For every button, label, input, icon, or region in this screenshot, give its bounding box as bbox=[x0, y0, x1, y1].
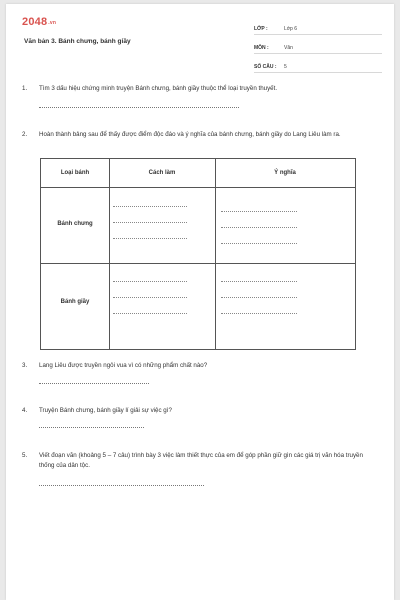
question-number: 4. bbox=[22, 407, 28, 414]
question-number: 2. bbox=[22, 131, 28, 138]
table-header-meaning: Ý nghĩa bbox=[274, 170, 296, 176]
meta-value: Văn bbox=[284, 45, 293, 51]
question-text: Hoàn thành bảng sau để thấy được điểm độc đáo và ý nghĩa của bánh chưng, bánh giầy do Lang Liêu làm ra. bbox=[39, 131, 341, 138]
question-text: Truyện Bánh chưng, bánh giầy lí giải sự việc gì? bbox=[39, 407, 172, 414]
worksheet-page bbox=[6, 4, 394, 600]
document-title: Văn bản 3. Bánh chưng, bánh giầy bbox=[24, 38, 131, 45]
logo-suffix: .vn bbox=[48, 20, 57, 26]
table-header-type: Loại bánh bbox=[60, 170, 90, 176]
table-row-label: Bánh giầy bbox=[60, 299, 90, 305]
table-divider bbox=[41, 187, 355, 188]
table-answer-line[interactable] bbox=[221, 281, 297, 282]
logo-main: 2048 bbox=[22, 16, 48, 28]
table-answer-line[interactable] bbox=[113, 281, 187, 282]
answer-line[interactable] bbox=[39, 383, 149, 384]
table-answer-line[interactable] bbox=[221, 211, 297, 212]
question-text: Lang Liêu được truyền ngôi vua vì có những phẩm chất nào? bbox=[39, 362, 208, 369]
table-row-label: Bánh chưng bbox=[57, 221, 93, 227]
answer-line[interactable] bbox=[39, 427, 144, 428]
table-answer-line[interactable] bbox=[221, 297, 297, 298]
site-logo[interactable] bbox=[22, 16, 56, 28]
meta-label: LỚP : bbox=[254, 26, 268, 32]
table-answer-line[interactable] bbox=[113, 206, 187, 207]
table-answer-line[interactable] bbox=[221, 313, 297, 314]
meta-row-class bbox=[254, 18, 382, 35]
question-number: 1. bbox=[22, 85, 28, 92]
question-text: Tìm 3 dấu hiệu chứng minh truyện Bánh chưng, bánh giầy thuộc thể loại truyền thuyết. bbox=[39, 85, 278, 92]
meta-row-count bbox=[254, 56, 382, 73]
meta-info bbox=[254, 18, 382, 75]
table-answer-line[interactable] bbox=[221, 243, 297, 244]
meta-value: Lớp 6 bbox=[284, 26, 298, 32]
table-answer-line[interactable] bbox=[113, 313, 187, 314]
table-header-method: Cách làm bbox=[148, 170, 176, 176]
answer-line[interactable] bbox=[39, 485, 204, 486]
table-divider bbox=[41, 263, 355, 264]
table-answer-line[interactable] bbox=[113, 297, 187, 298]
question-number: 3. bbox=[22, 362, 28, 369]
meta-label: MÔN : bbox=[254, 45, 269, 51]
meta-row-subject bbox=[254, 37, 382, 54]
meta-label: SỐ CÂU : bbox=[254, 64, 277, 70]
table-answer-line[interactable] bbox=[113, 222, 187, 223]
table-answer-line[interactable] bbox=[113, 238, 187, 239]
answer-line[interactable] bbox=[39, 107, 239, 108]
question-text: Viết đoạn văn (khoảng 5 – 7 câu) trình bày 3 việc làm thiết thực của em để góp phần giữ gìn các giá trị văn hóa truyền thống của dân tộc. bbox=[39, 452, 363, 469]
table-answer-line[interactable] bbox=[221, 227, 297, 228]
question-number: 5. bbox=[22, 452, 28, 459]
comparison-table bbox=[40, 158, 356, 350]
meta-value: 5 bbox=[284, 64, 287, 70]
